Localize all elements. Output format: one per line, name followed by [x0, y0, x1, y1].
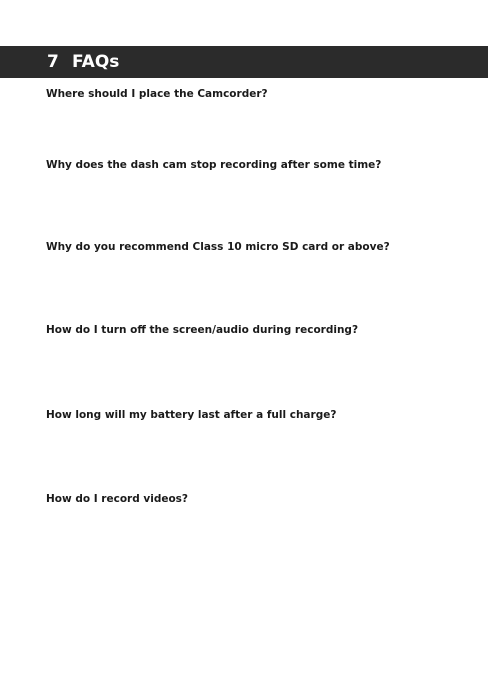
section-number: 7 — [47, 52, 59, 72]
faq-question-screen-audio: How do I turn off the screen/audio during recording? — [46, 324, 359, 336]
faq-question-placement: Where should I place the Camcorder? — [46, 88, 268, 100]
faq-question-battery: How long will my battery last after a full charge? — [46, 409, 337, 421]
faq-question-stop-recording: Why does the dash cam stop recording after some time? — [46, 159, 382, 171]
section-title: FAQs — [72, 52, 120, 72]
faq-question-sd-card: Why do you recommend Class 10 micro SD card or above? — [46, 241, 390, 253]
faq-question-record-videos: How do I record videos? — [46, 493, 189, 505]
section-header — [0, 46, 488, 78]
